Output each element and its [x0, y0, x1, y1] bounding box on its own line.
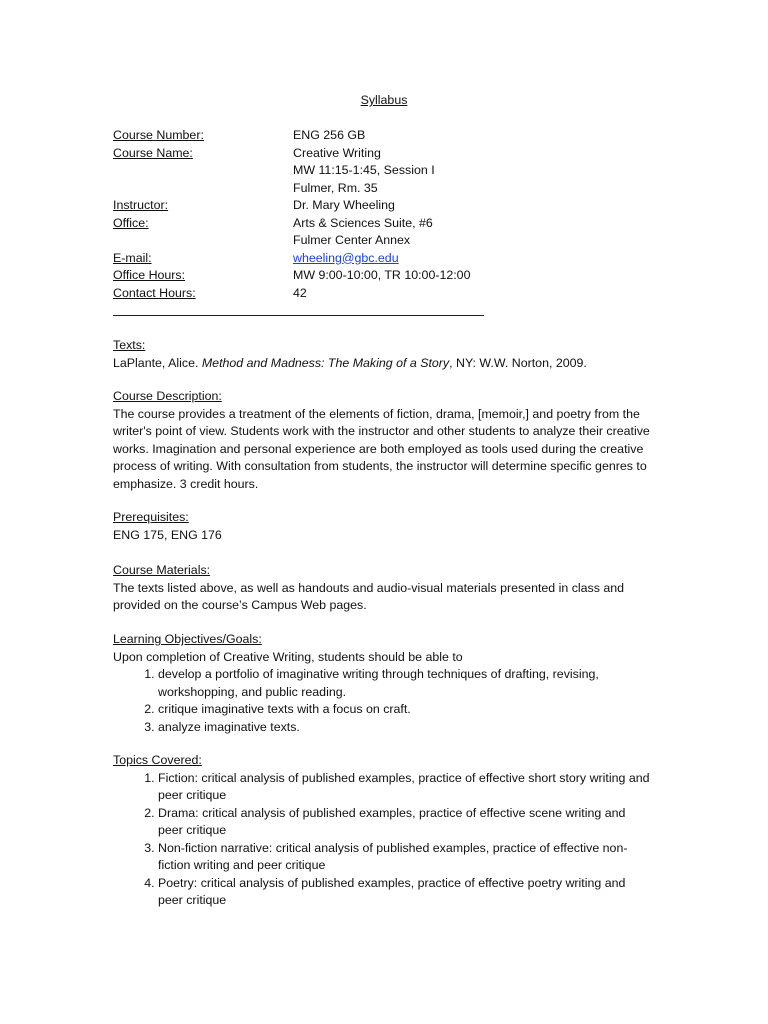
contact-hours-row — [113, 285, 593, 303]
materials-section — [113, 562, 653, 615]
schedule-value: MW 11:15-1:45, Session I — [293, 163, 435, 177]
description-section — [113, 388, 653, 493]
course-number-value: ENG 256 GB — [293, 128, 366, 142]
list-item: 2. critique imaginative texts with a focus on craft. — [158, 701, 653, 719]
list-item: 1. Fiction: critical analysis of published examples, practice of effective short story writing and peer critique — [158, 770, 653, 805]
email-link[interactable]: wheeling@gbc.edu — [293, 250, 399, 265]
contact-hours-label: Contact Hours: — [113, 285, 196, 300]
office-label: Office: — [113, 215, 149, 230]
contact-hours-value: 42 — [293, 285, 307, 300]
topics-list — [113, 770, 653, 910]
instructor-row — [113, 197, 593, 215]
prerequisites-section — [113, 509, 653, 544]
materials-body: The texts listed above, as well as handouts and audio-visual materials presented in class and provided on the course’s Campus Web pages. — [113, 580, 625, 612]
office-hours-value: MW 9:00-10:00, TR 10:00-12:00 — [293, 268, 471, 282]
topics-heading: Topics Covered: — [113, 753, 202, 767]
texts-publisher: , NY: W.W. Norton, 2009. — [449, 355, 587, 370]
prerequisites-heading: Prerequisites: — [113, 510, 189, 524]
office-line1: Arts & Sciences Suite, #6 — [293, 215, 433, 230]
description-heading: Course Description: — [113, 389, 222, 403]
course-name-value: Creative Writing — [293, 145, 381, 160]
office-hours-row — [113, 267, 593, 285]
list-item: 4. Poetry: critical analysis of published examples, practice of effective poetry writing and peer critique — [158, 875, 653, 910]
room-row — [113, 180, 593, 198]
course-number-row — [113, 127, 593, 145]
page-title: Syllabus — [360, 93, 408, 107]
divider-line — [113, 315, 484, 316]
texts-author: LaPlante, Alice. — [113, 355, 202, 370]
description-body: The course provides a treatment of the elements of fiction, drama, [memoir,] and poetry from the writer's point of view. Students work with the instructor and other students to analyze their creative works. Imagination and personal experience are both employed as tools used during the creative process of writing. With consultation from students, the instructor will determine specific genres to emphasize. 3 credit hours. — [113, 406, 650, 491]
objectives-intro: Upon completion of Creative Writing, students should be able to — [113, 649, 463, 664]
list-item: 2. Drama: critical analysis of published examples, practice of effective scene writing and peer critique — [158, 805, 653, 840]
room-value: Fulmer, Rm. 35 — [293, 180, 378, 195]
course-name-label: Course Name: — [113, 145, 193, 160]
objectives-section — [113, 631, 653, 736]
texts-book-title: Method and Madness: The Making of a Story — [201, 355, 450, 370]
email-label: E-mail: — [113, 250, 152, 265]
office-line2: Fulmer Center Annex — [293, 233, 411, 247]
list-item: 3. Non-fiction narrative: critical analysis of published examples, practice of effective non-fiction writing and peer critique — [158, 840, 653, 875]
schedule-row — [113, 162, 593, 180]
texts-section — [113, 337, 653, 372]
instructor-label: Instructor: — [113, 198, 169, 212]
prerequisites-body: ENG 175, ENG 176 — [113, 527, 222, 542]
texts-heading: Texts: — [113, 338, 146, 352]
course-info-block — [113, 127, 593, 302]
objectives-list — [113, 666, 653, 736]
email-row — [113, 250, 593, 268]
objectives-heading: Learning Objectives/Goals: — [113, 632, 262, 646]
course-number-label: Course Number: — [113, 128, 204, 142]
course-name-row — [113, 145, 593, 163]
list-item: 1. develop a portfolio of imaginative writing through techniques of drafting, revising, workshopping, and public reading. — [158, 666, 653, 701]
texts-citation — [113, 355, 653, 373]
instructor-value: Dr. Mary Wheeling — [293, 198, 395, 212]
office-row — [113, 215, 593, 233]
materials-heading: Course Materials: — [113, 563, 211, 577]
office-row-2 — [113, 232, 593, 250]
topics-section — [113, 752, 653, 910]
office-hours-label: Office Hours: — [113, 268, 186, 282]
list-item: 3. analyze imaginative texts. — [158, 719, 653, 737]
